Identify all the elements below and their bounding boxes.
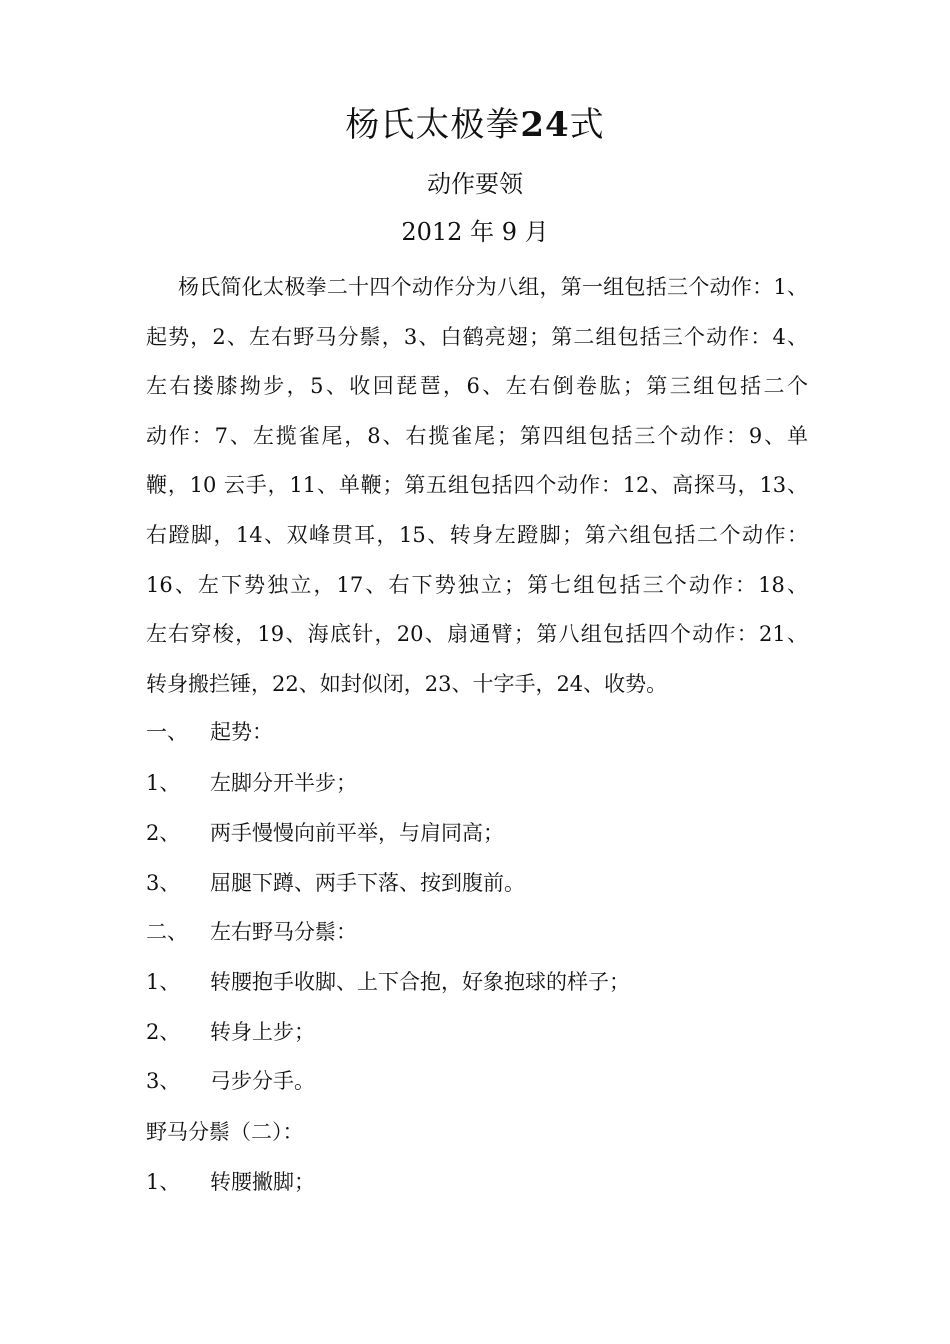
section-text: 左右野马分鬃： [210, 920, 357, 944]
step-text: 弓步分手。 [210, 1069, 315, 1093]
subsection-heading [146, 1117, 304, 1147]
intro-line: 左右穿梭，19、海底针，20、扇通臂；第八组包括四个动作：21、 [146, 622, 808, 647]
title-text: 杨氏太极拳 [345, 105, 521, 145]
step-number: 3、 [146, 871, 181, 895]
step-text: 屈腿下蹲、两手下落、按到腹前。 [210, 871, 525, 895]
document-date: 2012 年 9 月 [401, 218, 549, 246]
step-number: 2、 [146, 821, 181, 845]
step-text: 两手慢慢向前平举，与肩同高； [210, 821, 504, 845]
document-subtitle: 动作要领 [427, 170, 523, 198]
step-text: 转腰抱手收脚、上下合抱，好象抱球的样子； [210, 970, 630, 994]
step-item [146, 768, 357, 798]
step-text: 转身上步； [210, 1020, 315, 1044]
step-text: 左脚分开半步； [210, 771, 357, 795]
intro-line: 鞭，10 云手，11、单鞭；第五组包括四个动作：12、高探马，13、 [146, 473, 808, 498]
step-number: 3、 [146, 1069, 181, 1093]
document-title [0, 100, 950, 150]
section-heading-qishi [146, 717, 273, 747]
title-number: 24 [520, 105, 570, 145]
intro-line: 杨氏简化太极拳二十四个动作分为八组，第一组包括三个动作：1、 [178, 275, 808, 299]
intro-line: 左右搂膝拗步，5、收回琵琶，6、左右倒卷肱；第三组包括二个 [146, 374, 808, 399]
title-suffix: 式 [569, 105, 605, 145]
section-heading-yema [146, 917, 357, 947]
step-number: 1、 [146, 1170, 181, 1194]
step-item [146, 818, 504, 848]
intro-line: 16、左下势独立，17、右下势独立；第七组包括三个动作：18、 [146, 572, 808, 597]
step-number: 2、 [146, 1020, 181, 1044]
step-item [146, 1066, 315, 1096]
step-item [146, 1017, 315, 1047]
section-text: 起势： [210, 720, 273, 744]
section-number: 二、 [146, 920, 188, 944]
step-text: 转腰撇脚； [210, 1170, 315, 1194]
intro-line: 动作：7、左揽雀尾，8、右揽雀尾；第四组包括三个动作：9、单 [146, 423, 808, 448]
intro-line: 起势，2、左右野马分鬃，3、白鹤亮翅；第二组包括三个动作：4、 [146, 324, 808, 349]
section-number: 一、 [146, 720, 188, 744]
intro-line: 右蹬脚，14、双峰贯耳，15、转身左蹬脚；第六组包括二个动作： [146, 522, 808, 547]
subsection-text: 野马分鬃（二）： [146, 1120, 304, 1144]
step-item [146, 967, 630, 997]
step-item [146, 1167, 315, 1197]
step-item [146, 868, 525, 898]
intro-paragraph [146, 265, 808, 711]
step-number: 1、 [146, 771, 181, 795]
intro-line: 转身搬拦锤，22、如封似闭，23、十字手，24、收势。 [146, 671, 668, 696]
step-number: 1、 [146, 970, 181, 994]
